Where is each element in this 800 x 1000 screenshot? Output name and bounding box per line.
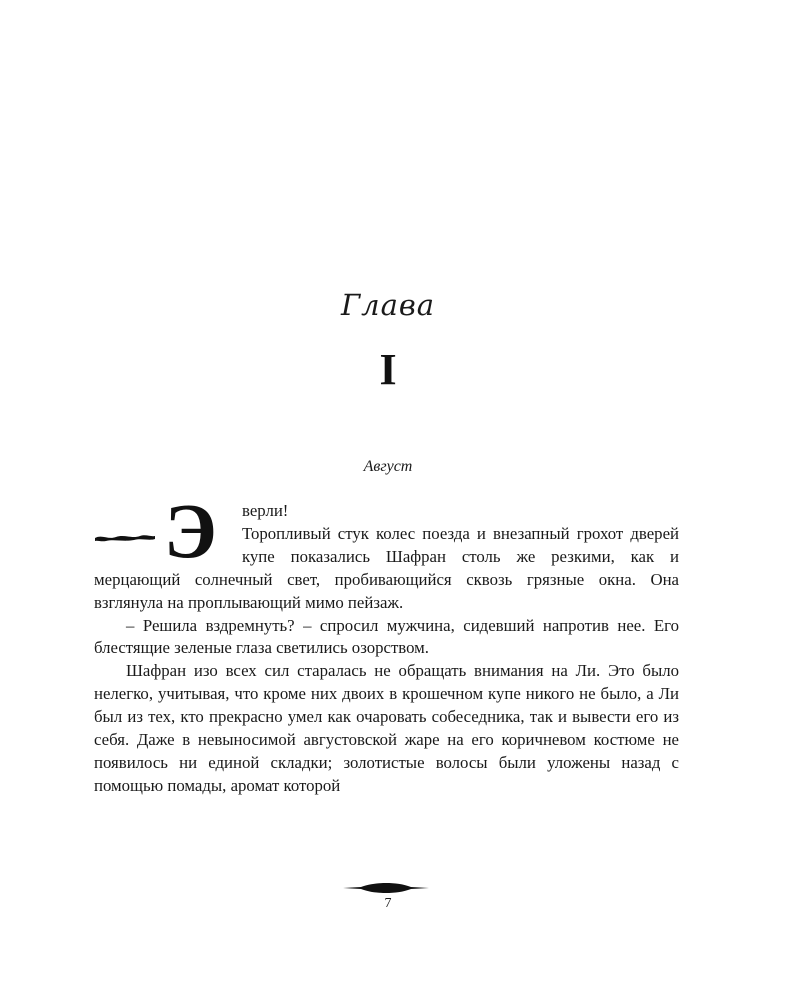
dash-ornament-icon (94, 530, 156, 544)
paragraph: верли! (242, 501, 289, 520)
chapter-number: I (379, 345, 397, 394)
page-number: 7 (384, 896, 392, 911)
body-text (94, 487, 679, 798)
footer-ornament-icon (343, 882, 429, 894)
chapter-label: Глава (340, 288, 436, 322)
paragraph: – Решила вздремнуть? – спросил мужчина, сидевший напротив нее. Его блестящие зеленые глаза светились озорством. (94, 615, 679, 658)
paragraph: Торопливый стук колес поезда и внезапный грохот дверей купе показались Шафран столь же резкими, как и мерцающий солнечный свет, пробивающийся сквозь грязные окна. Она взглянула на проплывающий мимо пейзаж. (94, 523, 679, 612)
chapter-epigraph: Август (363, 458, 413, 475)
paragraph: Шафран изо всех сил старалась не обращать внимания на Ли. Это было нелегко, учитывая, что кроме них двоих в крошечном купе никого не было, а Ли был из тех, кто прекрасно умел как очаровать собеседника, так и вывести его из себя. Даже в невыносимой августовской жаре на его коричневом костюме не появилось ни единой складки; золотистые волосы были уложены назад с помощью помады, аромат которой (94, 661, 679, 795)
drop-cap (94, 487, 240, 574)
drop-cap-letter: Э (164, 487, 217, 574)
